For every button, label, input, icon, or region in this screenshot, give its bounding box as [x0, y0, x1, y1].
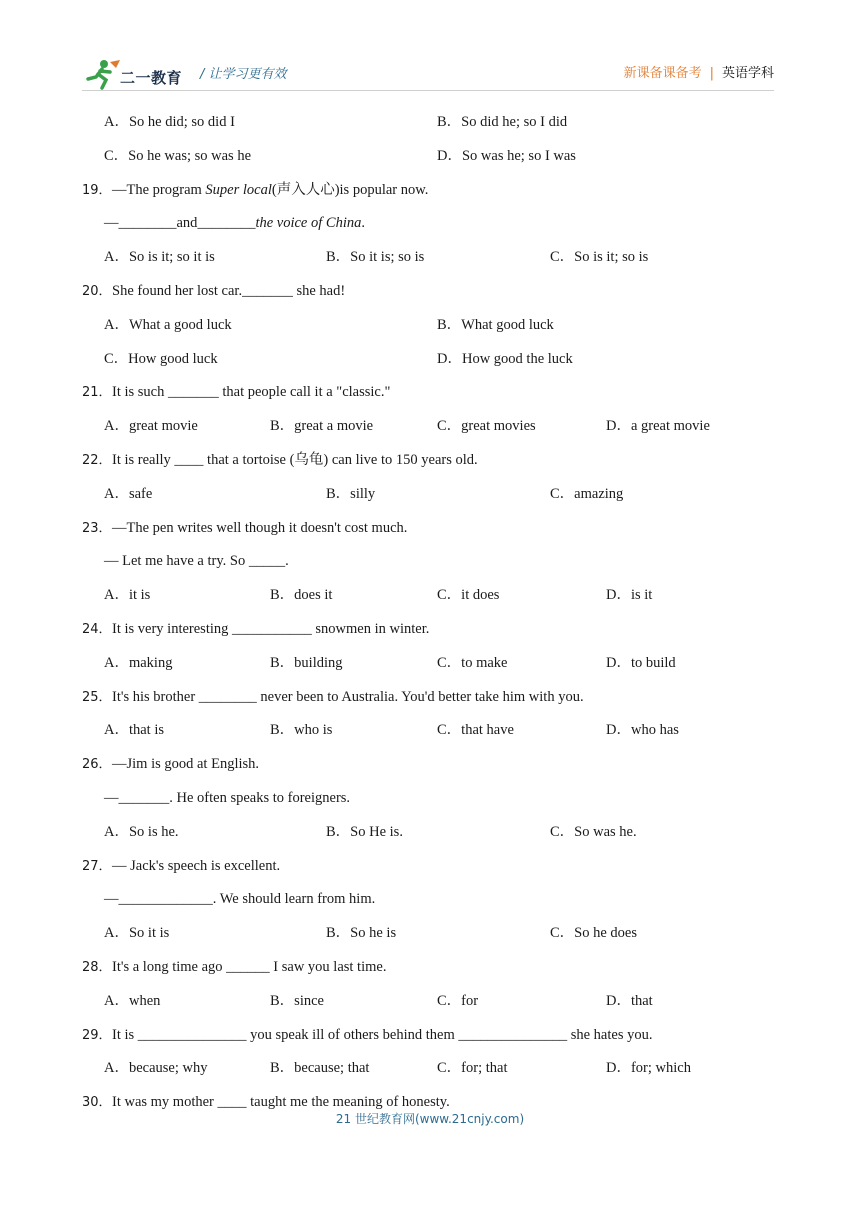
- q20-options-row-2: [0, 343, 860, 377]
- q22-number: 22．: [82, 452, 112, 468]
- header-divider: [82, 90, 774, 91]
- q29-options: [0, 1052, 860, 1086]
- q19-stem: [0, 174, 860, 208]
- q29-option-b: B．because; that: [270, 1060, 370, 1077]
- q29-option-a: A．because; why: [104, 1060, 208, 1077]
- q27-option-b: B．So he is: [326, 925, 397, 942]
- q23-response: [0, 545, 860, 579]
- q29-stem: [0, 1019, 860, 1053]
- q19-option-c: C．So is it; so is: [550, 249, 649, 266]
- q19-response: [0, 207, 860, 241]
- q19-voice-title: the voice of China: [255, 215, 362, 232]
- q23-option-c: C．it does: [437, 587, 500, 604]
- subject-label: 英语学科: [721, 66, 774, 81]
- q18-options-row-2: [0, 140, 860, 174]
- header-separator: |: [709, 66, 714, 81]
- page-footer: 21 世纪教育网(www.21cnjy.com): [335, 1112, 525, 1126]
- q28-option-d: D．that: [606, 992, 653, 1009]
- q27-response: [0, 883, 860, 917]
- q19-text: [112, 174, 428, 208]
- q27-number: 27．: [82, 858, 112, 874]
- q21-text: It is such _______ that people call it a "classic.": [112, 384, 391, 401]
- q19-program-title: Super local: [205, 181, 272, 198]
- q20-stem: [0, 275, 860, 309]
- q25-stem: [0, 681, 860, 715]
- q25-options: [0, 714, 860, 748]
- q28-option-b: B．since: [270, 992, 324, 1009]
- q27-response-text: —_____________. We should learn from him.: [104, 891, 376, 908]
- q26-stem: [0, 748, 860, 782]
- q23-stem: [0, 512, 860, 546]
- q22-option-b: B．silly: [326, 485, 376, 502]
- q28-option-c: C．for: [437, 992, 479, 1009]
- q26-option-a: A．So is he.: [104, 823, 179, 840]
- q24-option-a: A．making: [104, 654, 173, 671]
- q20-number: 20．: [82, 283, 112, 299]
- q22-options: [0, 478, 860, 512]
- q26-options: [0, 816, 860, 850]
- q21-option-b: B．great a movie: [270, 418, 374, 435]
- q20-option-d: D．How good the luck: [437, 350, 573, 367]
- q19-and: and: [176, 215, 198, 232]
- brand-logo: [82, 58, 192, 90]
- q29-option-d: D．for; which: [606, 1060, 691, 1077]
- q24-options: [0, 647, 860, 681]
- q19-blank-1: ________: [118, 215, 177, 232]
- q28-options: [0, 985, 860, 1019]
- q19-options: [0, 241, 860, 275]
- q30-text: It was my mother ____ taught me the meaning of honesty.: [112, 1094, 450, 1111]
- q23-text: —The pen writes well though it doesn't cost much.: [112, 519, 408, 536]
- q21-option-c: C．great movies: [437, 418, 536, 435]
- q28-text: It's a long time ago ______ I saw you last time.: [112, 958, 387, 975]
- q20-options-row-1: [0, 309, 860, 343]
- q19-blank-2: ________: [197, 215, 256, 232]
- page-header: [82, 54, 774, 94]
- q23-response-text: — Let me have a try. So _____.: [104, 553, 289, 570]
- q21-option-d: D．a great movie: [606, 418, 710, 435]
- q23-options: [0, 579, 860, 613]
- q21-options: [0, 410, 860, 444]
- q22-stem: [0, 444, 860, 478]
- q26-option-b: B．So He is.: [326, 823, 403, 840]
- q21-stem: [0, 376, 860, 410]
- runner-icon: [82, 58, 122, 90]
- q24-option-d: D．to build: [606, 654, 676, 671]
- q29-option-c: C．for; that: [437, 1060, 508, 1077]
- q25-option-c: C．that have: [437, 722, 514, 739]
- q27-options: [0, 917, 860, 951]
- header-course-info: [624, 62, 774, 81]
- q28-option-a: A．when: [104, 992, 161, 1009]
- q26-option-c: C．So was he.: [550, 823, 637, 840]
- course-label: 新课备课备考: [623, 66, 702, 81]
- q27-text: — Jack's speech is excellent.: [112, 857, 281, 874]
- q18-option-c: C．So he was; so was he: [104, 147, 252, 164]
- q22-option-a: A．safe: [104, 485, 153, 502]
- q24-option-b: B．building: [270, 654, 343, 671]
- q23-option-a: A．it is: [104, 587, 151, 604]
- q21-number: 21．: [82, 385, 112, 401]
- q20-option-a: A．What a good luck: [104, 316, 232, 333]
- q28-stem: [0, 951, 860, 985]
- q22-option-c: C．amazing: [550, 485, 624, 502]
- q26-text: —Jim is good at English.: [112, 756, 260, 773]
- q19-text-a: —The program: [112, 181, 206, 198]
- q28-number: 28．: [82, 959, 112, 975]
- q29-number: 29．: [82, 1027, 112, 1043]
- q25-text: It's his brother ________ never been to Australia. You'd better take him with you.: [112, 688, 584, 705]
- q23-option-d: D．is it: [606, 587, 653, 604]
- q25-option-b: B．who is: [270, 722, 333, 739]
- q18-option-d: D．So was he; so I was: [437, 147, 576, 164]
- q19-number: 19．: [82, 182, 112, 198]
- q23-number: 23．: [82, 520, 112, 536]
- q24-number: 24．: [82, 621, 112, 637]
- q18-option-b: B．So did he; so I did: [437, 114, 568, 130]
- header-slogan: / 让学习更有效: [200, 67, 287, 82]
- q19-text-b: (声入人心)is popular now.: [271, 181, 429, 198]
- q24-option-c: C．to make: [437, 654, 508, 671]
- q20-option-c: C．How good luck: [104, 350, 218, 367]
- q23-option-b: B．does it: [270, 587, 333, 604]
- q30-number: 30．: [82, 1095, 112, 1111]
- q24-stem: [0, 613, 860, 647]
- q22-text: It is really ____ that a tortoise (乌龟) can live to 150 years old.: [112, 451, 478, 468]
- q19-response-text: [104, 207, 365, 241]
- q18-option-a: A．So he did; so did I: [104, 114, 235, 130]
- q27-option-c: C．So he does: [550, 925, 637, 942]
- q19-period: .: [361, 215, 365, 232]
- question-list: [0, 106, 860, 1120]
- q19-option-b: B．So it is; so is: [326, 249, 425, 266]
- q25-option-a: A．that is: [104, 722, 165, 739]
- q25-number: 25．: [82, 689, 112, 705]
- q27-option-a: A．So it is: [104, 925, 170, 942]
- q19-option-a: A．So is it; so it is: [104, 249, 215, 266]
- q27-stem: [0, 850, 860, 884]
- q18-options-row-1: [0, 106, 860, 140]
- q26-response: [0, 782, 860, 816]
- q24-text: It is very interesting ___________ snowmen in winter.: [112, 620, 430, 637]
- q20-text: She found her lost car._______ she had!: [112, 282, 346, 299]
- q19-dash: —: [104, 215, 119, 232]
- q29-text: It is _______________ you speak ill of others behind them _______________ she hates you.: [112, 1026, 653, 1043]
- q21-option-a: A．great movie: [104, 418, 198, 435]
- q26-response-text: —_______. He often speaks to foreigners.: [104, 789, 351, 806]
- q20-option-b: B．What good luck: [437, 316, 554, 333]
- q26-number: 26．: [82, 757, 112, 773]
- q25-option-d: D．who has: [606, 722, 679, 739]
- logo-text: 二一教育: [120, 69, 183, 87]
